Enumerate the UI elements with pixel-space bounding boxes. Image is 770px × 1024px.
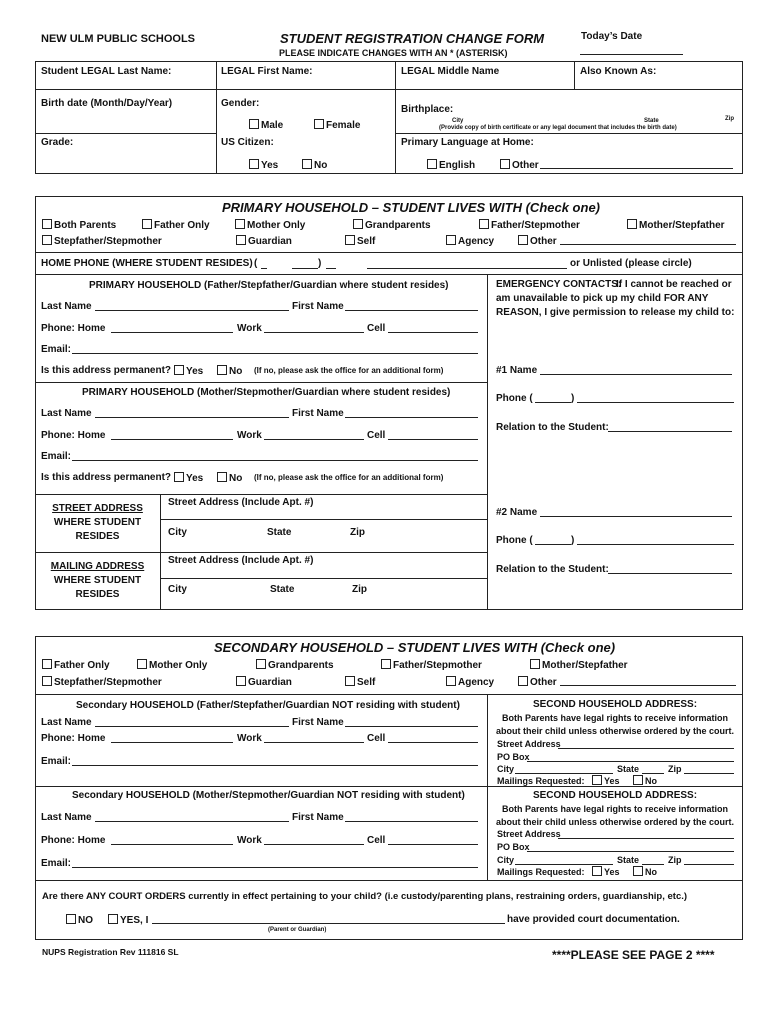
grade-label: Grade: (41, 137, 74, 148)
secondary-title: SECONDARY HOUSEHOLD – STUDENT LIVES WITH (Check one) (214, 640, 616, 655)
emergency-text-1: If I cannot be reached or (616, 279, 732, 290)
home-phone-field[interactable] (367, 268, 567, 269)
home-phone-label: HOME PHONE (WHERE STUDENT RESIDES) (41, 258, 253, 269)
hh1-phone-label: Phone: Home (41, 323, 106, 334)
checkbox-icon[interactable] (42, 676, 52, 686)
primary-mother-only[interactable]: Mother Only (235, 219, 305, 231)
primary-guardian[interactable]: Guardian (236, 235, 292, 247)
primary-grandparents[interactable]: Grandparents (353, 219, 431, 231)
primary-other-field[interactable] (560, 244, 736, 245)
hh2-office-note: (If no, please ask the office for an additional form) (254, 473, 444, 482)
legal-rights-text-2b: about their child unless otherwise ordered by the court. (495, 817, 735, 827)
citizen-yes-option[interactable]: Yes (249, 159, 278, 171)
middle-name-label: LEGAL Middle Name (401, 66, 500, 77)
birthplace-city-label: City (452, 118, 464, 124)
birthplace-zip-label: Zip (725, 116, 734, 122)
sec2-email-label: Email: (41, 858, 72, 869)
street-city-label: City (168, 527, 187, 538)
sa2-city-label: City (497, 855, 515, 865)
last-name-label: Student LEGAL Last Name: (41, 66, 172, 77)
sec1-email-field[interactable] (72, 765, 478, 766)
checkbox-icon[interactable] (627, 219, 637, 229)
checkbox-icon[interactable] (427, 159, 437, 169)
sec1-first-field[interactable] (345, 726, 478, 727)
mailing-address-heading: MAILING ADDRESS (50, 561, 145, 572)
secondary-grandparents[interactable]: Grandparents (256, 659, 334, 671)
checkbox-icon[interactable] (108, 914, 118, 924)
hh1-home-field[interactable] (111, 332, 233, 333)
hh2-permanent-yes[interactable]: Yes (174, 472, 203, 484)
hh1-work-label: Work (237, 323, 262, 334)
sa1-city-field[interactable] (515, 773, 613, 774)
sec2-home-field[interactable] (111, 844, 233, 845)
gender-male-option[interactable]: Male (249, 119, 283, 131)
checkbox-icon[interactable] (446, 676, 456, 686)
secondary-agency[interactable]: Agency (446, 676, 494, 688)
phone-area-close: ) (318, 258, 322, 269)
checkbox-icon[interactable] (592, 775, 602, 785)
contact1-phone-label: Phone ( (496, 393, 533, 404)
street-where-student: WHERE STUDENT (53, 517, 142, 528)
contact1-relation-field[interactable] (608, 431, 732, 432)
hh1-first-field[interactable] (345, 310, 478, 311)
street-include-label: Street Address (Include Apt. #) (168, 497, 314, 508)
checkbox-icon[interactable] (518, 676, 528, 686)
sa1-city-label: City (497, 764, 515, 774)
area-code-field-1[interactable] (261, 268, 267, 269)
form-title: STUDENT REGISTRATION CHANGE FORM (280, 31, 545, 46)
checkbox-icon[interactable] (66, 914, 76, 924)
sec2-last-label: Last Name (41, 812, 92, 823)
hh1-email-label: Email: (41, 344, 72, 355)
contact2-relation-label: Relation to the Student: (496, 564, 609, 575)
secondary-other-field[interactable] (560, 685, 736, 686)
hh1-first-label: First Name (292, 301, 344, 312)
checkbox-icon[interactable] (142, 219, 152, 229)
sa1-street-field[interactable] (558, 748, 734, 749)
sec2-email-field[interactable] (72, 867, 478, 868)
primary-hh1-heading: PRIMARY HOUSEHOLD (Father/Stepfather/Guardian where student resides) (89, 280, 449, 291)
secondary-guardian[interactable]: Guardian (236, 676, 292, 688)
school-name: NEW ULM PUBLIC SCHOOLS (41, 33, 195, 45)
street-resides: RESIDES (75, 531, 120, 542)
sa1-zip-label: Zip (668, 764, 682, 774)
birth-cert-note: (Provide copy of birth certificate or any legal document that includes the birth date) (439, 125, 677, 131)
hh1-office-note: (If no, please ask the office for an additional form) (254, 366, 444, 375)
sec2-first-label: First Name (292, 812, 344, 823)
court-question: Are there ANY COURT ORDERS currently in effect pertaining to your child? (i.e custody/parenting plans, restraining orders, guardianship, etc.) (42, 891, 688, 902)
contact2-paren-close: ) (571, 535, 575, 546)
sec2-phone-label: Phone: Home (41, 835, 106, 846)
primary-father-stepmother[interactable]: Father/Stepmother (479, 219, 580, 231)
sec2-cell-label: Cell (367, 835, 386, 846)
primary-hh2-heading: PRIMARY HOUSEHOLD (Mother/Stepmother/Guardian where student resides) (82, 387, 451, 398)
sec1-cell-label: Cell (367, 733, 386, 744)
checkbox-icon[interactable] (42, 219, 52, 229)
sa1-state-field[interactable] (642, 773, 664, 774)
checkbox-icon[interactable] (236, 676, 246, 686)
checkbox-icon[interactable] (518, 235, 528, 245)
language-other-option[interactable]: Other (500, 159, 539, 171)
contact2-relation-field[interactable] (608, 573, 732, 574)
checkbox-icon[interactable] (137, 659, 147, 669)
checkbox-icon[interactable] (174, 472, 184, 482)
hh1-permanent-yes[interactable]: Yes (174, 365, 203, 377)
phone-area-open: ( (254, 258, 258, 269)
checkbox-icon[interactable] (353, 219, 363, 229)
court-yes-option[interactable]: YES, I (108, 914, 148, 926)
checkbox-icon[interactable] (345, 235, 355, 245)
hh2-first-field[interactable] (345, 417, 478, 418)
student-info-box (35, 61, 743, 174)
area-code-field-2[interactable] (292, 268, 318, 269)
hh2-last-label: Last Name (41, 408, 92, 419)
sa2-street-field[interactable] (558, 838, 734, 839)
sa2-state-field[interactable] (642, 864, 664, 865)
hh1-email-field[interactable] (72, 353, 478, 354)
language-english-option[interactable]: English (427, 159, 475, 171)
primary-father-only[interactable]: Father Only (142, 219, 210, 231)
checkbox-icon[interactable] (479, 219, 489, 229)
primary-other[interactable]: Other (518, 235, 557, 247)
contact2-area-field[interactable] (535, 544, 571, 545)
checkbox-icon[interactable] (217, 365, 227, 375)
mailing-zip-label: Zip (352, 584, 367, 595)
emergency-heading: EMERGENCY CONTACTS: (496, 279, 622, 290)
see-page-2: ****PLEASE SEE PAGE 2 **** (552, 948, 715, 962)
mailing-state-label: State (270, 584, 295, 595)
emergency-text-2: am unavailable to pick up my child FOR ANY (496, 293, 709, 304)
primary-both-parents[interactable]: Both Parents (42, 219, 116, 231)
sec2-cell-field[interactable] (388, 844, 478, 845)
primary-mother-stepfather[interactable]: Mother/Stepfather (627, 219, 725, 231)
hh2-home-field[interactable] (111, 439, 233, 440)
citizen-label: US Citizen: (221, 137, 274, 148)
sa2-state-label: State (617, 855, 640, 865)
hh1-permanent-label: Is this address permanent? (41, 365, 172, 376)
gender-label: Gender: (221, 98, 260, 109)
checkbox-icon[interactable] (381, 659, 391, 669)
sec2-work-field[interactable] (264, 844, 364, 845)
checkbox-icon[interactable] (174, 365, 184, 375)
sa1-pobox-label: PO Box (497, 752, 530, 762)
hh2-first-label: First Name (292, 408, 344, 419)
secondary-father-stepmother[interactable]: Father/Stepmother (381, 659, 482, 671)
checkbox-icon[interactable] (236, 235, 246, 245)
contact1-paren-close: ) (571, 393, 575, 404)
checkbox-icon[interactable] (446, 235, 456, 245)
mailing-where-student: WHERE STUDENT (53, 575, 142, 586)
sec1-work-field[interactable] (264, 742, 364, 743)
hh2-work-field[interactable] (264, 439, 364, 440)
hh1-last-field[interactable] (95, 310, 289, 311)
birthplace-label: Birthplace: (401, 104, 454, 115)
sec1-last-label: Last Name (41, 717, 92, 728)
legal-rights-text-2a: Both Parents have legal rights to receive information (501, 804, 729, 814)
sec1-work-label: Work (237, 733, 262, 744)
sec1-first-label: First Name (292, 717, 344, 728)
todays-date-label: Today’s Date (581, 31, 643, 42)
contact1-name-field[interactable] (540, 374, 732, 375)
secondary-mother-stepfather[interactable]: Mother/Stepfather (530, 659, 628, 671)
contact1-area-field[interactable] (535, 402, 571, 403)
mailing-include-label: Street Address (Include Apt. #) (168, 555, 314, 566)
legal-rights-text-1b: about their child unless otherwise ordered by the court. (495, 726, 735, 736)
primary-title: PRIMARY HOUSEHOLD – STUDENT LIVES WITH (Check one) (222, 200, 601, 215)
checkbox-icon[interactable] (249, 159, 259, 169)
citizen-no-option[interactable]: No (302, 159, 327, 171)
primary-stepfather-stepmother[interactable]: Stepfather/Stepmother (42, 235, 162, 247)
primary-self[interactable]: Self (345, 235, 375, 247)
contact1-name-label: #1 Name (496, 365, 538, 376)
sa1-mailings-label: Mailings Requested: (497, 776, 585, 786)
sec1-cell-field[interactable] (388, 742, 478, 743)
sec2-first-field[interactable] (345, 821, 478, 822)
sec1-email-label: Email: (41, 756, 72, 767)
checkbox-icon[interactable] (530, 659, 540, 669)
sa2-zip-field[interactable] (684, 864, 734, 865)
checkbox-icon[interactable] (500, 159, 510, 169)
sa2-mailings-no[interactable]: No (633, 866, 657, 877)
checkbox-icon[interactable] (345, 676, 355, 686)
checkbox-icon[interactable] (314, 119, 324, 129)
first-name-label: LEGAL First Name: (221, 66, 313, 77)
birthdate-label: Birth date (Month/Day/Year) (41, 98, 173, 109)
hh2-permanent-label: Is this address permanent? (41, 472, 172, 483)
street-zip-label: Zip (350, 527, 365, 538)
checkbox-icon[interactable] (633, 866, 643, 876)
language-other-field[interactable] (540, 168, 733, 169)
hh2-phone-label: Phone: Home (41, 430, 106, 441)
hh2-last-field[interactable] (95, 417, 289, 418)
sa1-street-label: Street Address (497, 739, 561, 749)
secondary-self[interactable]: Self (345, 676, 375, 688)
sec2-last-field[interactable] (95, 821, 289, 822)
hh2-work-label: Work (237, 430, 262, 441)
hh1-cell-label: Cell (367, 323, 386, 334)
hh2-cell-field[interactable] (388, 439, 478, 440)
sa1-pobox-field[interactable] (527, 761, 734, 762)
sa2-street-label: Street Address (497, 829, 561, 839)
hh2-permanent-no[interactable]: No (217, 472, 242, 484)
contact1-phone-field[interactable] (577, 402, 734, 403)
contact2-name-label: #2 Name (496, 507, 538, 518)
sa1-state-label: State (617, 764, 640, 774)
hh2-cell-label: Cell (367, 430, 386, 441)
sa2-pobox-field[interactable] (527, 851, 734, 852)
secondary-stepfather-stepmother[interactable]: Stepfather/Stepmother (42, 676, 162, 688)
unlisted-label: or Unlisted (please circle) (570, 258, 692, 269)
sa2-mailings-yes[interactable]: Yes (592, 866, 620, 877)
court-parent-caption: (Parent or Guardian) (268, 927, 327, 933)
gender-female-option[interactable]: Female (314, 119, 360, 131)
sa2-city-field[interactable] (515, 864, 613, 865)
sec1-phone-label: Phone: Home (41, 733, 106, 744)
sa2-zip-label: Zip (668, 855, 682, 865)
hh2-email-field[interactable] (72, 460, 478, 461)
form-subtitle: PLEASE INDICATE CHANGES WITH AN * (ASTERISK) (279, 48, 508, 58)
sec2-work-label: Work (237, 835, 262, 846)
checkbox-icon[interactable] (42, 235, 52, 245)
checkbox-icon[interactable] (256, 659, 266, 669)
hh2-email-label: Email: (41, 451, 72, 462)
street-address-heading: STREET ADDRESS (52, 503, 143, 514)
sa1-mailings-yes[interactable]: Yes (592, 775, 620, 786)
sa1-zip-field[interactable] (684, 773, 734, 774)
checkbox-icon[interactable] (249, 119, 259, 129)
sec1-home-field[interactable] (111, 742, 233, 743)
court-provided-text: have provided court documentation. (507, 914, 680, 925)
checkbox-icon[interactable] (235, 219, 245, 229)
mailing-resides: RESIDES (75, 589, 120, 600)
secondary-hh2-heading: Secondary HOUSEHOLD (Mother/Stepmother/Guardian NOT residing with student) (72, 790, 465, 801)
hh1-permanent-no[interactable]: No (217, 365, 242, 377)
court-no-option[interactable]: NO (66, 914, 93, 926)
todays-date-field[interactable] (580, 54, 683, 55)
hh1-work-field[interactable] (264, 332, 364, 333)
sa1-mailings-no[interactable]: No (633, 775, 657, 786)
checkbox-icon[interactable] (42, 659, 52, 669)
street-state-label: State (267, 527, 292, 538)
court-parent-name-field[interactable] (152, 923, 505, 924)
hh1-cell-field[interactable] (388, 332, 478, 333)
secondary-hh1-heading: Secondary HOUSEHOLD (Father/Stepfather/Guardian NOT residing with student) (76, 700, 460, 711)
sec1-last-field[interactable] (95, 726, 289, 727)
checkbox-icon[interactable] (633, 775, 643, 785)
checkbox-icon[interactable] (592, 866, 602, 876)
primary-agency[interactable]: Agency (446, 235, 494, 247)
contact2-name-field[interactable] (540, 516, 732, 517)
legal-rights-text-1a: Both Parents have legal rights to receive information (501, 713, 729, 723)
contact1-relation-label: Relation to the Student: (496, 422, 609, 433)
revision-label: NUPS Registration Rev 111816 SL (42, 947, 179, 957)
checkbox-icon[interactable] (302, 159, 312, 169)
contact2-phone-field[interactable] (577, 544, 734, 545)
secondary-other[interactable]: Other (518, 676, 557, 688)
sa2-pobox-label: PO Box (497, 842, 530, 852)
aka-label: Also Known As: (580, 66, 657, 77)
language-label: Primary Language at Home: (401, 137, 534, 148)
emergency-text-3: REASON, I give permission to release my child to: (496, 307, 735, 318)
birthplace-state-label: State (644, 118, 659, 124)
secondary-mother-only[interactable]: Mother Only (137, 659, 207, 671)
sa2-mailings-label: Mailings Requested: (497, 867, 585, 877)
checkbox-icon[interactable] (217, 472, 227, 482)
secondary-father-only[interactable]: Father Only (42, 659, 110, 671)
home-phone-prefix-field[interactable] (326, 268, 336, 269)
contact2-phone-label: Phone ( (496, 535, 533, 546)
second-address-heading-2: SECOND HOUSEHOLD ADDRESS: (532, 790, 698, 801)
hh1-last-label: Last Name (41, 301, 92, 312)
second-address-heading-1: SECOND HOUSEHOLD ADDRESS: (532, 699, 698, 710)
mailing-city-label: City (168, 584, 187, 595)
